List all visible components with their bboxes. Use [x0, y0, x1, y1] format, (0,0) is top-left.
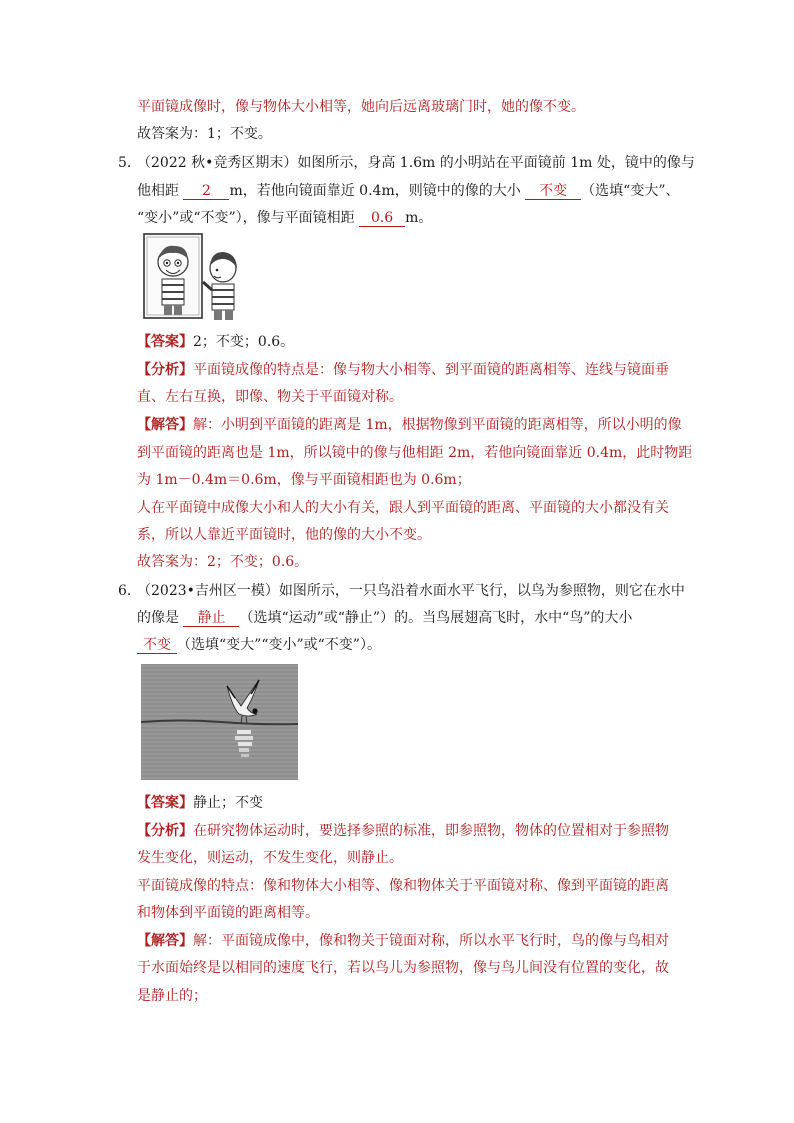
- question-6-line-3: [137, 636, 677, 654]
- prev-explanation-line: 平面镜成像时，像与物体大小相等，她向后远离玻璃门时，她的像不变。: [137, 99, 585, 115]
- q5-final-answer: 故答案为：2；不变；0.6。: [137, 554, 309, 570]
- q6-blank-2: 不变: [137, 637, 177, 654]
- q6-solution-line-2: 于水面始终是以相同的速度飞行，若以鸟儿为参照物，像与鸟儿间没有位置的变化，故: [137, 960, 669, 976]
- q6-answer: 静止；不变: [193, 795, 263, 811]
- q6-solution-line-1: [137, 932, 677, 950]
- solution-tag: 【解答】: [137, 417, 193, 433]
- answer-tag: 【答案】: [137, 795, 193, 811]
- q5-solution-line-1: [137, 416, 682, 434]
- question-6-line-2: [137, 609, 677, 627]
- question-5-number: 5．: [118, 155, 141, 171]
- bird-over-water-photo: [141, 664, 298, 780]
- q6-text: 的像是: [137, 610, 179, 626]
- q5-solution-line-2: 到平面镜的距离也是 1m，所以镜中的像与他相距 2m，若他向镜面靠近 0.4m，此时物距: [137, 445, 693, 461]
- q5-answer: 2；不变；0.6。: [193, 334, 295, 350]
- analysis-tag: 【分析】: [137, 362, 193, 378]
- q5-solution-line-3: 为 1m－0.4m＝0.6m，像与平面镜相距也为 0.6m；: [137, 472, 471, 488]
- q5-text: （选填“变大”、: [581, 183, 680, 199]
- question-5-line-3: [137, 209, 677, 227]
- question-6-number: 6．: [118, 583, 141, 599]
- prev-answer-line: 故答案为：1；不变。: [137, 126, 272, 142]
- q5-solution-line-4: 人在平面镜中成像大小和人的大小有关，跟人到平面镜的距离、平面镜的大小都没有关: [137, 500, 669, 516]
- q5-analysis-text: 平面镜成像的特点是：像与物大小相等、到平面镜的距离相等、连线与镜面垂: [193, 362, 669, 378]
- q6-text: （选填“变大”“变小”或“不变”）。: [177, 637, 381, 653]
- q6-analysis-text: 在研究物体运动时，要选择参照的标准，即参照物，物体的位置相对于参照物: [193, 823, 669, 839]
- q6-analysis-line-2: 发生变化，则运动，不发生变化，则静止。: [137, 850, 403, 866]
- q5-text: m。: [405, 210, 433, 226]
- q5-blank-2: 不变: [525, 183, 581, 200]
- q5-blank-1: 2: [183, 183, 229, 200]
- q6-analysis-line-4: 和物体到平面镜的距离相等。: [137, 905, 319, 921]
- question-6-line-1: （2023•吉州区一模）如图所示，一只鸟沿着水面水平飞行，以鸟为参照物，则它在水中: [137, 583, 685, 599]
- q6-analysis-line-1: [137, 822, 677, 840]
- q5-analysis-line-1: [137, 361, 677, 379]
- answer-tag: 【答案】: [137, 334, 193, 350]
- analysis-tag: 【分析】: [137, 823, 193, 839]
- q6-answer-line: [137, 794, 677, 812]
- q6-solution-line-3: 是静止的；: [137, 988, 207, 1004]
- question-5-line-2: [137, 182, 680, 200]
- q5-text: 他相距: [137, 183, 179, 199]
- q6-text: （选填“运动”或“静止”）的。当鸟展翅高飞时，水中“鸟”的大小: [239, 610, 633, 626]
- q5-text: “变小”或“不变”），像与平面镜相距: [137, 210, 355, 226]
- q5-text: m，若他向镜面靠近 0.4m，则镜中的像的大小: [229, 183, 521, 199]
- q6-analysis-line-3: 平面镜成像的特点：像和物体大小相等、像和物体关于平面镜对称、像到平面镜的距离: [137, 878, 669, 894]
- solution-tag: 【解答】: [137, 933, 193, 949]
- q5-solution-line-5: 系，所以人靠近平面镜时，他的像的大小不变。: [137, 527, 431, 543]
- q6-blank-1: 静止: [183, 610, 239, 627]
- question-5-line-1: （2022 秋•竞秀区期末）如图所示，身高 1.6m 的小明站在平面镜前 1m 处，镜中的像与: [137, 155, 695, 171]
- boy-mirror-illustration: [143, 232, 247, 322]
- q5-solution-text: 解：小明到平面镜的距离是 1m，根据物像到平面镜的距离相等，所以小明的像: [193, 417, 682, 433]
- q5-analysis-line-2: 直、左右互换，即像、物关于平面镜对称。: [137, 389, 403, 405]
- q5-blank-3: 0.6: [359, 210, 405, 227]
- q6-solution-text: 解：平面镜成像中，像和物关于镜面对称，所以水平飞行时，鸟的像与鸟相对: [193, 933, 669, 949]
- q5-answer-line: [137, 333, 677, 351]
